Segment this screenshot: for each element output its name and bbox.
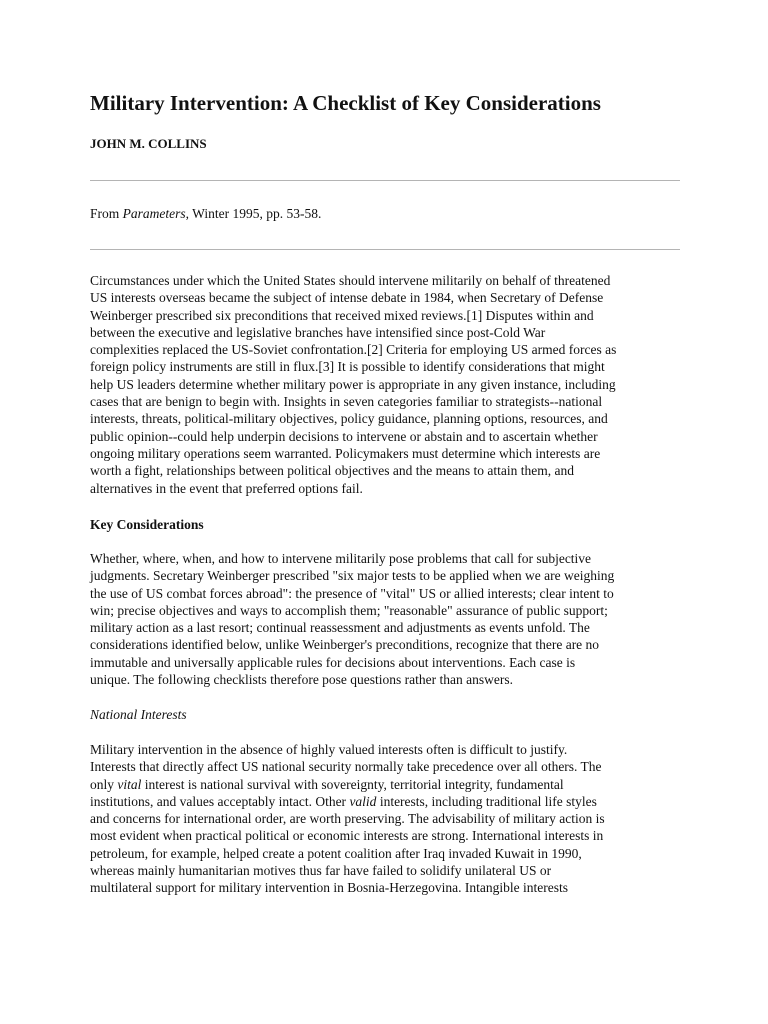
text-line: the use of US combat forces abroad": the presence of "vital" US or allied interests; clear intent to [90, 585, 614, 601]
text-line: interests, threats, political-military objectives, policy guidance, planning options, resources, and [90, 411, 608, 427]
text-line: military action as a last resort; continual reassessment and adjustments as events unfold. The [90, 620, 590, 636]
text-line: Weinberger prescribed six preconditions that received mixed reviews.[1] Disputes within and [90, 307, 594, 323]
text-line: judgments. Secretary Weinberger prescribed "six major tests to be applied when we are weighing [90, 568, 615, 584]
divider-bottom [90, 249, 680, 250]
emphasis-valid: valid [349, 793, 377, 809]
source-suffix: , Winter 1995, pp. 53-58. [185, 206, 322, 221]
text-line: Military intervention in the absence of highly valued interests often is difficult to justify. [90, 742, 568, 757]
key-considerations-paragraph [90, 550, 688, 688]
text-line: Circumstances under which the United States should intervene militarily on behalf of threatened [90, 273, 611, 288]
text-line: US interests overseas became the subject of intense debate in 1984, when Secretary of Defense [90, 290, 604, 306]
article-title: Military Intervention: A Checklist of Key Considerations [90, 91, 601, 115]
text-segment: institutions, and values acceptably intact. Other [90, 793, 350, 809]
source-citation [90, 205, 321, 223]
national-interests-paragraph [90, 741, 688, 897]
text-line: unique. The following checklists therefore pose questions rather than answers. [90, 672, 514, 688]
text-line: public opinion--could help underpin decisions to intervene or abstain and to ascertain whether [90, 428, 598, 444]
text-segment: interests, including traditional life styles [376, 793, 597, 809]
article-author: JOHN M. COLLINS [90, 136, 207, 151]
source-publication: Parameters [122, 206, 186, 221]
text-line: Whether, where, when, and how to intervene militarily pose problems that call for subjective [90, 551, 592, 566]
text-line: cases that are benign to begin with. Insights in seven categories familiar to strategists--national [90, 394, 603, 410]
text-line: help US leaders determine whether military power is appropriate in any given instance, including [90, 376, 616, 392]
text-segment: only [90, 776, 118, 792]
subsection-heading-national-interests: National Interests [90, 707, 187, 722]
source-prefix: From [90, 206, 123, 221]
text-line [90, 776, 688, 793]
text-line: immutable and universally applicable rules for decisions about interventions. Each case is [90, 654, 576, 670]
text-line: multilateral support for military intervention in Bosnia-Herzegovina. Intangible interests [90, 880, 568, 896]
text-line: foreign policy instruments are still in flux.[3] It is possible to identify considerations that might [90, 359, 605, 375]
section-heading-key-considerations: Key Considerations [90, 517, 204, 532]
text-line: win; precise objectives and ways to accomplish them; "reasonable" assurance of public support; [90, 602, 608, 618]
text-line: complexities replaced the US-Soviet confrontation.[2] Criteria for employing US armed forces as [90, 342, 617, 358]
emphasis-vital: vital [117, 776, 142, 792]
text-line: petroleum, for example, helped create a potent coalition after Iraq invaded Kuwait in 1990, [90, 845, 582, 861]
text-line: alternatives in the event that preferred options fail. [90, 480, 363, 496]
text-line: worth a fight, relationships between political objectives and the means to attain them, and [90, 463, 574, 479]
text-line: Interests that directly affect US national security normally take precedence over all others. The [90, 759, 602, 775]
intro-paragraph [90, 272, 688, 497]
text-line: most evident when practical political or economic interests are strong. International interests in [90, 828, 604, 844]
text-line [90, 793, 688, 810]
text-line: and concerns for international order, are worth preserving. The advisability of military action is [90, 811, 605, 827]
text-segment: interest is national survival with sovereignty, territorial integrity, fundamental [141, 776, 564, 792]
text-line: between the executive and legislative branches have intensified since post-Cold War [90, 324, 546, 340]
text-line: ongoing military operations seem warranted. Policymakers must determine which interests are [90, 445, 601, 461]
divider-top [90, 180, 680, 181]
text-line: considerations identified below, unlike Weinberger's preconditions, recognize that there are no [90, 637, 600, 653]
text-line: whereas mainly humanitarian motives thus far have failed to solidify unilateral US or [90, 863, 552, 879]
